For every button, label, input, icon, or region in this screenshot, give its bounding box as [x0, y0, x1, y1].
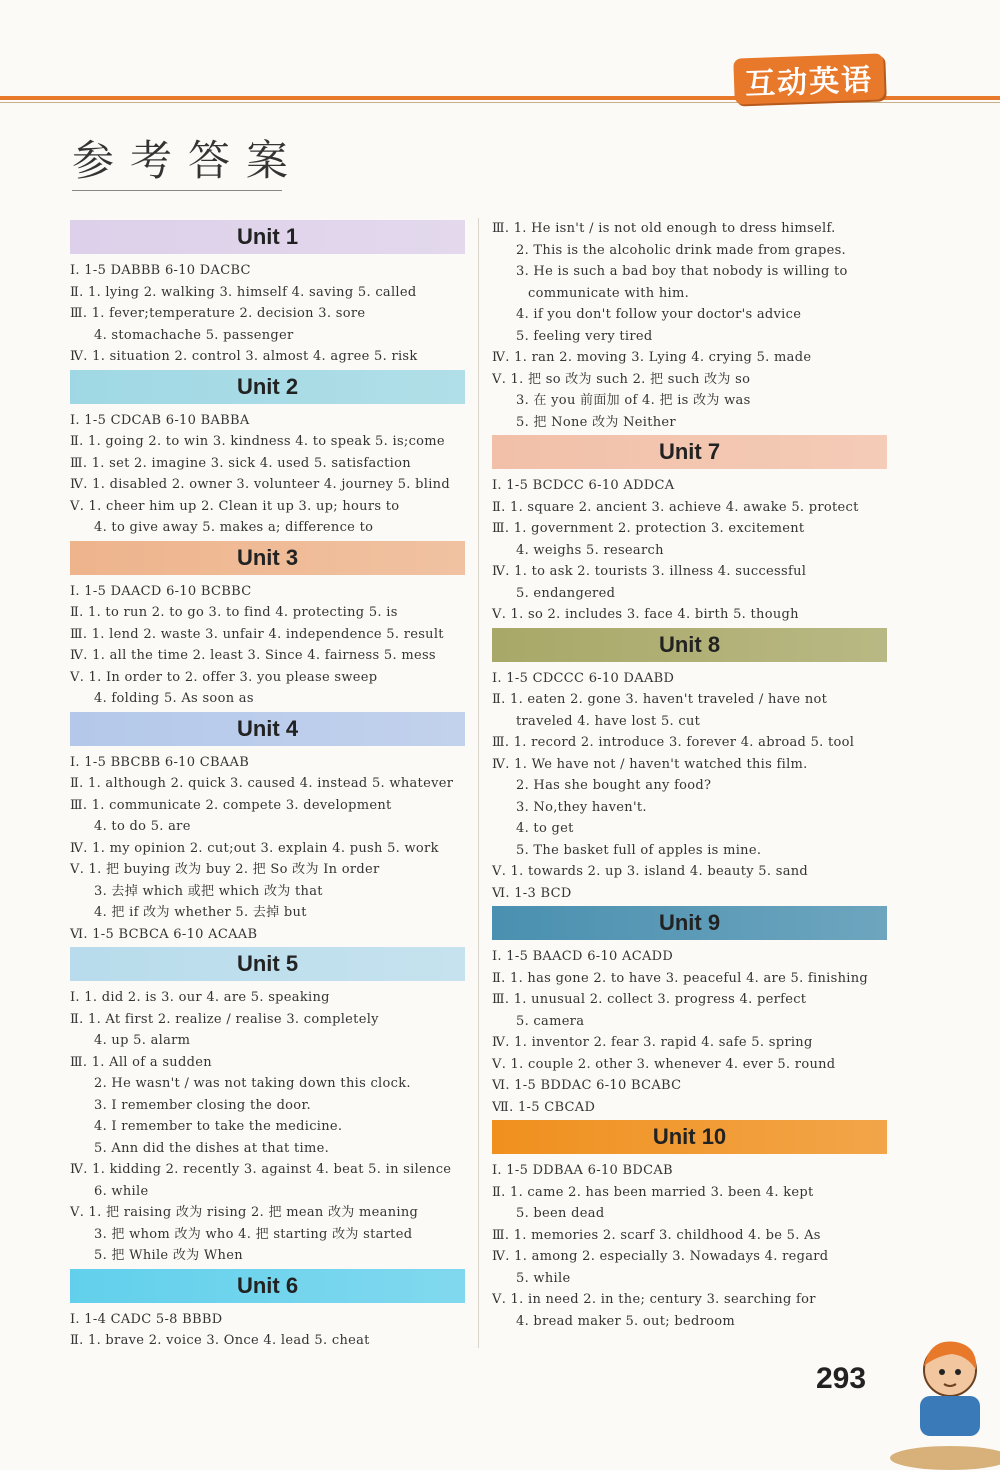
answer-line: Ⅲ. 1. lend 2. waste 3. unfair 4. independence 5. result — [70, 626, 444, 642]
answer-line: 5. The basket full of apples is mine. — [516, 842, 762, 858]
answer-line: Ⅴ. 1. couple 2. other 3. whenever 4. ever 5. round — [492, 1056, 836, 1072]
answer-line: 5. Ann did the dishes at that time. — [94, 1140, 330, 1156]
brand-logo — [733, 53, 885, 104]
answer-line: Ⅰ. 1-5 DDBAA 6-10 BDCAB — [492, 1163, 673, 1178]
answer-line: Ⅲ. 1. memories 2. scarf 3. childhood 4. be 5. As — [492, 1227, 821, 1243]
answer-line: Ⅱ. 1. lying 2. walking 3. himself 4. saving 5. called — [70, 284, 417, 300]
answer-line: 5. while — [516, 1270, 571, 1286]
answer-line: Ⅰ. 1-5 DAACD 6-10 BCBBC — [70, 583, 252, 599]
answer-line: Ⅳ. 1. situation 2. control 3. almost 4. agree 5. risk — [70, 349, 418, 364]
answer-line: 2. Has she bought any food? — [516, 778, 712, 793]
right-column — [492, 218, 887, 1332]
answer-line: 5. camera — [516, 1013, 585, 1029]
page-title: 参考答案 — [72, 136, 305, 185]
answer-line: Ⅰ. 1. did 2. is 3. our 4. are 5. speaking — [70, 990, 330, 1005]
cartoon-mascot-icon — [860, 1330, 1000, 1470]
answer-line: Ⅳ. 1. disabled 2. owner 3. volunteer 4. journey 5. blind — [70, 477, 450, 492]
answer-line: Ⅲ. 1. He isn't / is not old enough to dress himself. — [492, 221, 836, 236]
answer-line: 5. been dead — [516, 1206, 605, 1221]
answer-line: 3. 把 whom 改为 who 4. 把 starting 改为 started — [94, 1226, 413, 1242]
answer-line: 4. folding 5. As soon as — [94, 691, 254, 706]
answer-line: Ⅲ. 1. unusual 2. collect 3. progress 4. perfect — [492, 992, 807, 1007]
answer-line: 4. if you don't follow your doctor's advice — [516, 307, 802, 322]
answer-line: 4. weighs 5. research — [516, 542, 664, 558]
answer-line: Ⅰ. 1-5 DABBB 6-10 DACBC — [70, 263, 251, 278]
answer-line: Ⅱ. 1. going 2. to win 3. kindness 4. to speak 5. is;come — [70, 434, 445, 449]
answer-line: Ⅱ. 1. to run 2. to go 3. to find 4. protecting 5. is — [70, 605, 398, 620]
answer-line: 4. stomachache 5. passenger — [94, 327, 294, 343]
answer-line: 4. bread maker 5. out; bedroom — [516, 1313, 735, 1329]
answer-line: Ⅱ. 1. came 2. has been married 3. been 4. kept — [492, 1184, 814, 1200]
answer-line: Ⅳ. 1. my opinion 2. cut;out 3. explain 4. push 5. work — [70, 840, 439, 856]
answer-line: Ⅴ. 1. 把 so 改为 such 2. 把 such 改为 so — [492, 371, 751, 387]
unit-header: Unit 6 — [70, 1269, 465, 1303]
answer-line: 3. 在 you 前面加 of 4. 把 is 改为 was — [516, 393, 751, 408]
answer-line: Ⅱ. 1. although 2. quick 3. caused 4. instead 5. whatever — [70, 776, 454, 791]
answer-line: Ⅱ. 1. square 2. ancient 3. achieve 4. awake 5. protect — [492, 499, 859, 515]
answer-line: Ⅴ. 1. In order to 2. offer 3. you please sweep — [70, 669, 378, 685]
unit-header: Unit 7 — [492, 435, 887, 469]
answer-line: Ⅴ. 1. 把 buying 改为 buy 2. 把 So 改为 In order — [70, 862, 380, 877]
answer-line: Ⅶ. 1-5 CBCAD — [492, 1099, 596, 1115]
page-number: 293 — [816, 1362, 867, 1395]
answer-line: 2. He wasn't / was not taking down this clock. — [94, 1076, 411, 1091]
answer-line: Ⅱ. 1. brave 2. voice 3. Once 4. lead 5. cheat — [70, 1333, 370, 1348]
brand-label: 互动英语 — [744, 62, 874, 103]
answer-line: Ⅴ. 1. towards 2. up 3. island 4. beauty 5. sand — [492, 864, 809, 879]
answer-line: Ⅰ. 1-5 BCDCC 6-10 ADDCA — [492, 478, 675, 493]
title-underline — [72, 190, 282, 191]
answer-line: 4. I remember to take the medicine. — [94, 1119, 343, 1134]
answer-line: Ⅲ. 1. communicate 2. compete 3. development — [70, 797, 392, 813]
answer-line: Ⅵ. 1-5 BDDAC 6-10 BCABC — [492, 1078, 682, 1093]
answer-line: 6. while — [94, 1183, 149, 1199]
unit-header: Unit 4 — [70, 712, 465, 746]
answer-line: 4. to do 5. are — [94, 819, 191, 834]
answer-line: Ⅰ. 1-5 CDCAB 6-10 BABBA — [70, 412, 250, 428]
answer-line: Ⅳ. 1. ran 2. moving 3. Lying 4. crying 5. made — [492, 350, 812, 365]
answer-line: 3. He is such a bad boy that nobody is willing to — [516, 264, 848, 279]
answer-line: Ⅴ. 1. cheer him up 2. Clean it up 3. up; hours to — [70, 498, 400, 514]
answer-line: Ⅰ. 1-5 BBCBB 6-10 CBAAB — [70, 754, 250, 770]
column-divider — [478, 218, 479, 1348]
answer-line: 5. 把 While 改为 When — [94, 1248, 243, 1263]
answer-line: Ⅳ. 1. We have not / haven't watched this film. — [492, 756, 808, 772]
answer-line: Ⅳ. 1. kidding 2. recently 3. against 4. beat 5. in silence — [70, 1162, 452, 1177]
answer-line: Ⅴ. 1. so 2. includes 3. face 4. birth 5. though — [492, 607, 799, 622]
answer-line: traveled 4. have lost 5. cut — [516, 713, 701, 729]
unit-header: Unit 9 — [492, 906, 887, 940]
answer-line: Ⅰ. 1-5 CDCCC 6-10 DAABD — [492, 670, 675, 686]
answer-line: Ⅲ. 1. set 2. imagine 3. sick 4. used 5. satisfaction — [70, 455, 411, 471]
answer-line: Ⅴ. 1. in need 2. in the; century 3. searching for — [492, 1292, 816, 1307]
answer-line: 3. No,they haven't. — [516, 799, 647, 815]
answer-line: 3. 去掉 which 或把 which 改为 that — [94, 883, 323, 899]
answer-line: 5. feeling very tired — [516, 328, 653, 344]
answer-line: 2. This is the alcoholic drink made from grapes. — [516, 242, 846, 258]
answer-line: Ⅰ. 1-4 CADC 5-8 BBBD — [70, 1311, 223, 1327]
unit-header: Unit 1 — [70, 220, 465, 254]
answer-line: 5. 把 None 改为 Neither — [516, 414, 676, 430]
answer-line: 5. endangered — [516, 585, 616, 601]
answer-line: Ⅴ. 1. 把 raising 改为 rising 2. 把 mean 改为 meaning — [70, 1205, 419, 1220]
unit-header: Unit 3 — [70, 541, 465, 575]
answer-line: Ⅵ. 1-5 BCBCA 6-10 ACAAB — [70, 926, 258, 942]
answer-line: Ⅲ. 1. All of a sudden — [70, 1054, 212, 1070]
answer-line: Ⅱ. 1. At first 2. realize / realise 3. completely — [70, 1011, 379, 1027]
left-column — [70, 218, 465, 1352]
answer-line: communicate with him. — [528, 285, 690, 301]
header-rule-thin — [0, 102, 1000, 103]
unit-header: Unit 2 — [70, 370, 465, 404]
answer-line: Ⅲ. 1. government 2. protection 3. excitement — [492, 521, 805, 536]
unit-header: Unit 10 — [492, 1120, 887, 1154]
answer-line: Ⅳ. 1. inventor 2. fear 3. rapid 4. safe 5. spring — [492, 1035, 813, 1050]
answer-line: Ⅳ. 1. all the time 2. least 3. Since 4. fairness 5. mess — [70, 648, 436, 663]
answer-line: Ⅱ. 1. eaten 2. gone 3. haven't traveled / have not — [492, 692, 828, 707]
answer-line: Ⅲ. 1. record 2. introduce 3. forever 4. abroad 5. tool — [492, 735, 855, 750]
unit-header: Unit 8 — [492, 628, 887, 662]
answer-line: 4. up 5. alarm — [94, 1033, 191, 1048]
answer-line: Ⅲ. 1. fever;temperature 2. decision 3. sore — [70, 306, 366, 321]
answer-line: Ⅵ. 1-3 BCD — [492, 885, 572, 901]
unit-header: Unit 5 — [70, 947, 465, 981]
answer-line: Ⅰ. 1-5 BAACD 6-10 ACADD — [492, 949, 674, 964]
answer-line: Ⅳ. 1. to ask 2. tourists 3. illness 4. successful — [492, 564, 807, 579]
answer-line: 4. to get — [516, 821, 574, 836]
answer-line: Ⅱ. 1. has gone 2. to have 3. peaceful 4. are 5. finishing — [492, 970, 869, 986]
answer-line: 3. I remember closing the door. — [94, 1097, 311, 1113]
answer-line: Ⅳ. 1. among 2. especially 3. Nowadays 4. regard — [492, 1249, 829, 1264]
answer-line: 4. to give away 5. makes a; difference to — [94, 520, 374, 535]
answer-line: 4. 把 if 改为 whether 5. 去掉 but — [94, 905, 307, 920]
